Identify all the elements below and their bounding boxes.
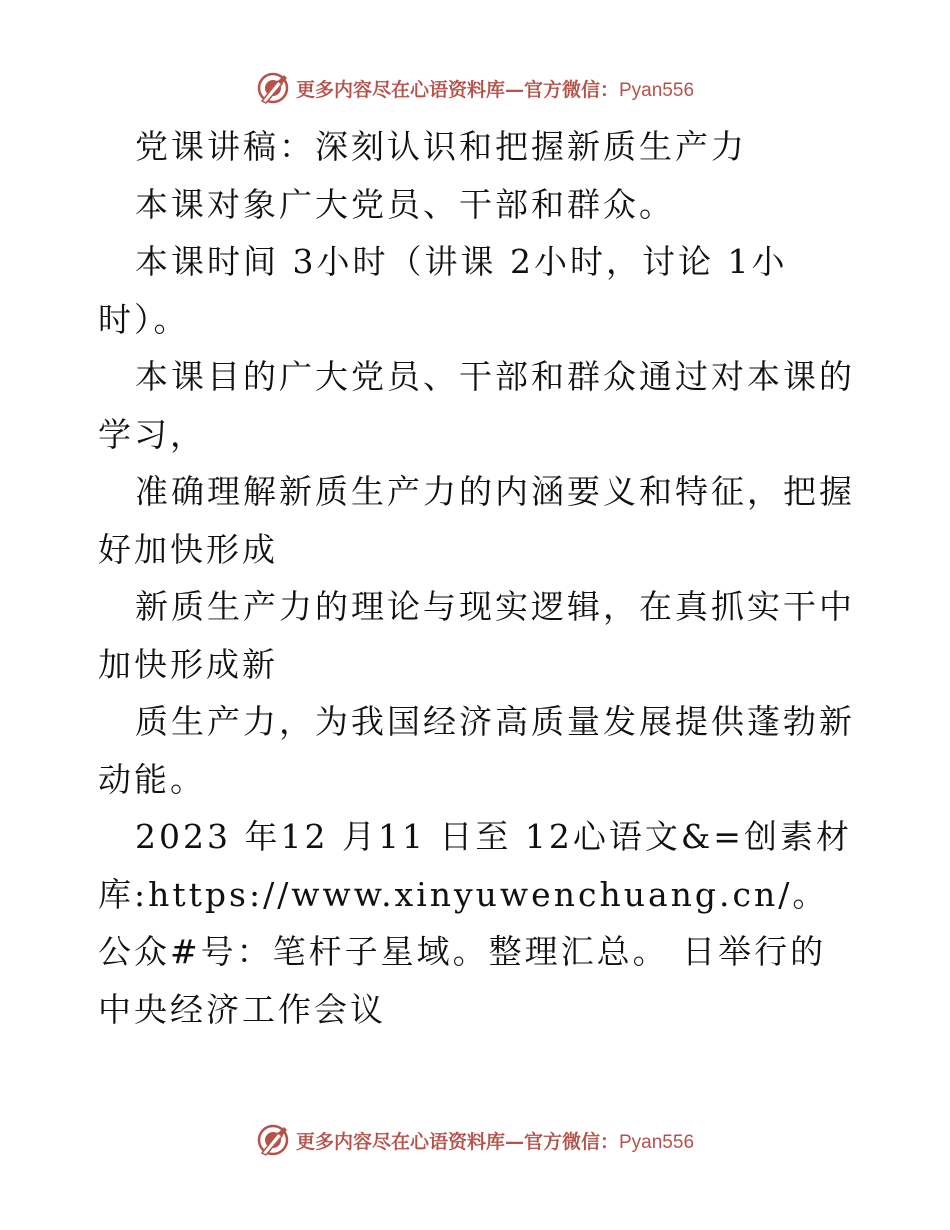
pen-logo-icon [256, 71, 290, 105]
header-wechat-id: Pyan556 [619, 79, 695, 101]
footer-wechat-id: Pyan556 [619, 1131, 695, 1153]
footer-banner [0, 1120, 950, 1160]
header-banner-text: 更多内容尽在心语资料库—官方微信：Pyan556 [295, 78, 695, 101]
paragraph-title: 党课讲稿：深刻认识和把握新质生产力 [135, 127, 747, 166]
paragraph-purpose-4: 质生产力，为我国经济高质量发展提供蓬勃新动能。 [98, 702, 855, 799]
paragraph-conference: 2023 年12 月11 日至 12心语文&=创素材库:https://www.xinyuwenchuang.cn/。公众#号：笔杆子星域。整理汇总。 日举行的中央经济工作会议 [98, 817, 852, 1029]
header-banner [0, 68, 950, 108]
pen-logo-icon [256, 1123, 290, 1157]
paragraph-purpose: 本课目的广大党员、干部和群众通过对本课的学习， [98, 357, 855, 454]
paragraph-duration: 本课时间 3小时（讲课 2小时，讨论 1小时）。 [98, 242, 788, 339]
paragraph-purpose-2: 准确理解新质生产力的内涵要义和特征，把握好加快形成 [98, 472, 855, 569]
paragraph-purpose-3: 新质生产力的理论与现实逻辑，在真抓实干中加快形成新 [98, 587, 855, 684]
paragraph-audience: 本课对象广大党员、干部和群众。 [135, 184, 675, 224]
document-body [98, 118, 858, 1038]
footer-banner-text: 更多内容尽在心语资料库—官方微信：Pyan556 [295, 1130, 695, 1153]
